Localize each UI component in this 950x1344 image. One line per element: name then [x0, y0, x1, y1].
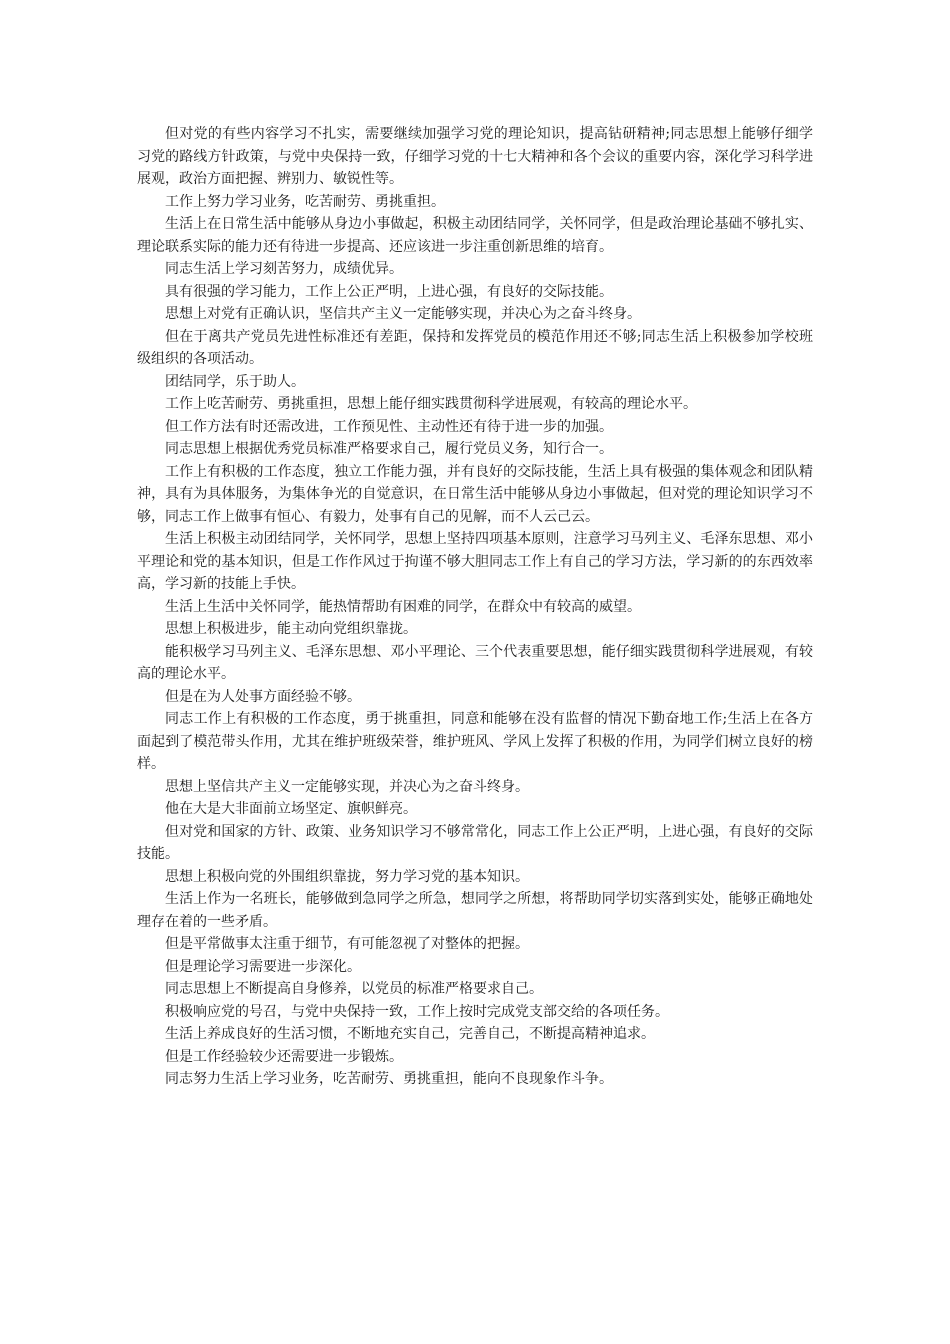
paragraph: 工作上吃苦耐劳、勇挑重担，思想上能仔细实践贯彻科学进展观，有较高的理论水平。: [165, 396, 697, 412]
paragraph: 同志工作上有积极的工作态度，勇于挑重担，同意和能够在没有监督的情况下勤奋地工作;生活上在各方面起到了模范带头作用，尤其在维护班级荣誉，维护班风、学风上发挥了积极的作用，为同学们树立良好的榜样。: [137, 711, 813, 772]
paragraph: 但是平常做事太注重于细节，有可能忽视了对整体的把握。: [165, 936, 529, 952]
paragraph: 能积极学习马列主义、毛泽东思想、邓小平理论、三个代表重要思想，能仔细实践贯彻科学进展观，有较高的理论水平。: [137, 643, 813, 682]
paragraph: 生活上在日常生活中能够从身边小事做起，积极主动团结同学，关怀同学，但是政治理论基础不够扎实、理论联系实际的能力还有待进一步提高、还应该进一步注重创新思维的培育。: [137, 216, 813, 255]
paragraph: 但是在为人处事方面经验不够。: [165, 688, 361, 705]
paragraph: 具有很强的学习能力，工作上公正严明，上进心强，有良好的交际技能。: [165, 283, 613, 300]
paragraph: 同志思想上根据优秀党员标准严格要求自己，履行党员义务，知行合一。: [165, 441, 613, 457]
paragraph: 思想上坚信共产主义一定能够实现，并决心为之奋斗终身。: [165, 778, 529, 795]
paragraph: 生活上作为一名班长，能够做到急同学之所急，想同学之所想，将帮助同学切实落到实处，能够正确地处理存在着的一些矛盾。: [137, 891, 813, 930]
paragraph: 他在大是大非面前立场坚定、旗帜鲜亮。: [165, 801, 417, 817]
paragraph: 思想上积极进步，能主动向党组织靠拢。: [165, 621, 417, 637]
paragraph: 但是工作经验较少还需要进一步锻炼。: [165, 1048, 403, 1065]
paragraph: 但对党的有些内容学习不扎实，需要继续加强学习党的理论知识，提高钻研精神;同志思想上能够仔细学习党的路线方针政策，与党中央保持一致，仔细学习党的十七大精神和各个会议的重要内容，深化学习科学进展观，政治方面把握、辨别力、敏锐性等。: [137, 126, 813, 187]
paragraph: 思想上积极向党的外围组织靠拢，努力学习党的基本知识。: [165, 868, 529, 885]
paragraph: 但对党和国家的方针、政策、业务知识学习不够常常化，同志工作上公正严明，上进心强，有良好的交际技能。: [137, 823, 813, 862]
paragraph: 同志思想上不断提高自身修养，以党员的标准严格要求自己。: [165, 981, 543, 997]
paragraph: 生活上养成良好的生活习惯，不断地充实自己，完善自己，不断提高精神追求。: [165, 1026, 655, 1042]
paragraph: 团结同学，乐于助人。: [165, 373, 305, 390]
document-body: [137, 123, 813, 1091]
paragraph: 生活上生活中关怀同学，能热情帮助有困难的同学，在群众中有较高的威望。: [165, 598, 641, 615]
paragraph: 但是理论学习需要进一步深化。: [165, 958, 361, 975]
paragraph: 工作上努力学习业务，吃苦耐劳、勇挑重担。: [165, 193, 445, 210]
paragraph: 工作上有积极的工作态度，独立工作能力强，并有良好的交际技能，生活上具有极强的集体观念和团队精神，具有为具体服务，为集体争光的自觉意识，在日常生活中能够从身边小事做起，但对党的理论知识学习不够，同志工作上做事有恒心、有毅力，处事有自己的见解，而不人云己云。: [137, 463, 813, 525]
paragraph: 生活上积极主动团结同学，关怀同学，思想上坚持四项基本原则，注意学习马列主义、毛泽东思想、邓小平理论和党的基本知识，但是工作作风过于拘谨不够大胆同志工作上有自己的学习方法，学习新的的东西效率高，学习新的技能上手快。: [137, 531, 813, 592]
paragraph: 思想上对党有正确认识，坚信共产主义一定能够实现，并决心为之奋斗终身。: [165, 306, 641, 322]
paragraph: 积极响应党的号召，与党中央保持一致，工作上按时完成党支部交给的各项任务。: [165, 1003, 669, 1020]
paragraph: 同志生活上学习刻苦努力，成绩优异。: [165, 261, 403, 277]
paragraph: 但工作方法有时还需改进，工作预见性、主动性还有待于进一步的加强。: [165, 418, 613, 435]
paragraph: 但在于离共产党员先进性标准还有差距，保持和发挥党员的模范作用还不够;同志生活上积极参加学校班级组织的各项活动。: [137, 328, 813, 367]
paragraph: 同志努力生活上学习业务，吃苦耐劳、勇挑重担，能向不良现象作斗争。: [165, 1071, 613, 1087]
